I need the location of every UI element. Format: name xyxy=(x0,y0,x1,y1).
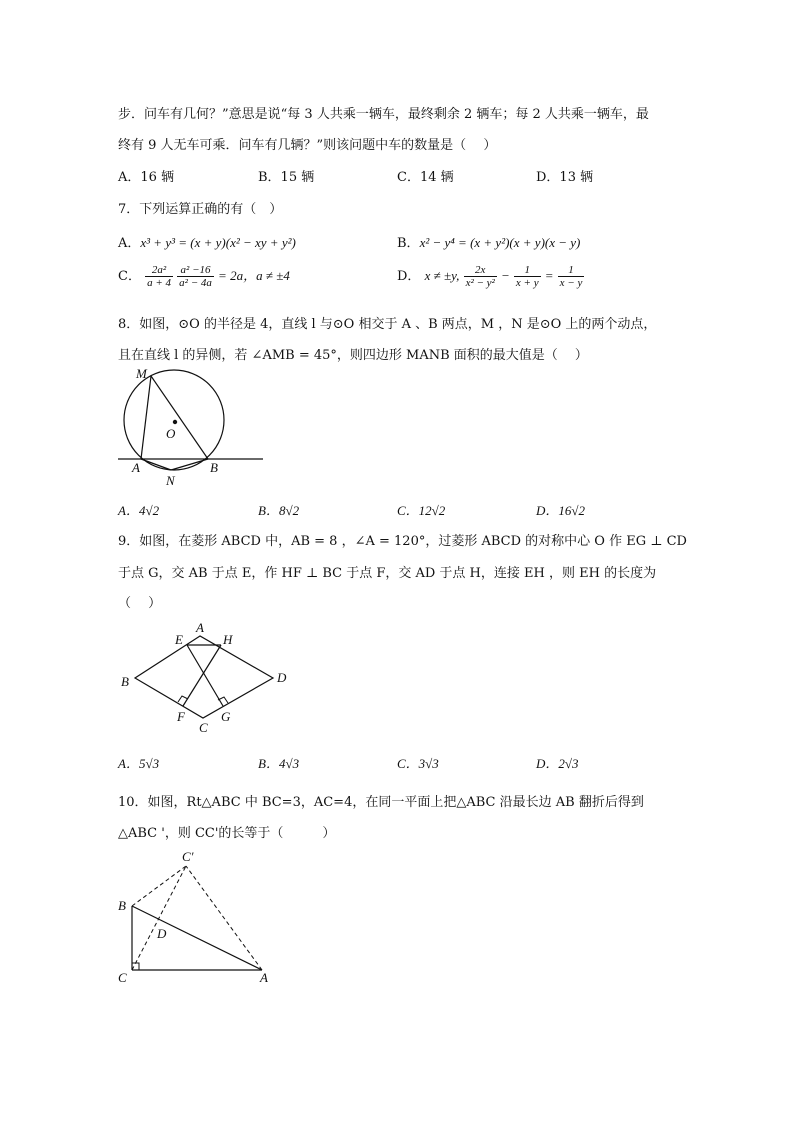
q7-d-fraction-2 xyxy=(514,264,541,289)
q8-label-b: B xyxy=(210,460,218,475)
q9-option-a: A．5√3 xyxy=(118,756,160,771)
q10-dashed-ac-prime xyxy=(186,866,262,970)
q9-line-2: 于点 G，交 AB 于点 E，作 HF ⊥ BC 于点 F，交 AD 于点 H，连接 EH ，则 EH 的长度为 xyxy=(118,566,657,581)
q10-label-c: C xyxy=(118,970,127,985)
q9-rhombus xyxy=(135,636,273,718)
q10-line-2: △ABC '，则 CC'的长等于（ ） xyxy=(118,826,336,841)
q7-option-b-label: B． xyxy=(397,236,420,251)
q10-line-1: 10．如图，Rt△ABC 中 BC=3，AC=4，在同一平面上把△ABC 沿最长边 AB 翻折后得到 xyxy=(118,795,644,810)
q7-option-b-expression: x² − y⁴ = (x + y²)(x + y)(x − y) xyxy=(419,235,581,250)
q9-label-g: G xyxy=(221,709,231,724)
q6-option-b: B．15 辆 xyxy=(258,170,315,185)
q7-d-den-2: x + y xyxy=(515,277,539,289)
q7-d-den-1: x² − y² xyxy=(465,277,495,289)
q7-c-den-1: a + 4 xyxy=(147,277,172,289)
q10-triangle-figure xyxy=(112,846,282,986)
q8-center-dot xyxy=(173,420,177,424)
q8-line-2: 且在直线 l 的异侧，若 ∠AMB = 45°，则四边形 MANB 面积的最大值是（ ） xyxy=(118,348,588,363)
q8-segment-an xyxy=(141,459,171,470)
q9-label-a: A xyxy=(196,620,204,635)
q7-option-c-label: C． xyxy=(118,269,141,284)
q9-label-e: E xyxy=(175,632,183,647)
q7-option-a-label: A． xyxy=(118,236,141,251)
q7-c-fraction-1 xyxy=(145,264,173,289)
q7-d-num-2: 1 xyxy=(514,264,541,277)
q9-label-h: H xyxy=(223,632,233,647)
q9-label-d: D xyxy=(277,670,287,685)
q9-option-d: D．2√3 xyxy=(536,756,579,771)
q7-option-d-label: D． xyxy=(397,269,421,284)
q7-d-equals: = xyxy=(544,268,554,283)
q7-option-a-expression: x³ + y³ = (x + y)(x² − xy + y²) xyxy=(140,235,296,250)
q7-c-den-2: a² − 4a xyxy=(179,277,212,289)
q7-d-den-3: x − y xyxy=(559,277,583,289)
q8-option-b: B．8√2 xyxy=(258,503,300,518)
q7-d-num-3: 1 xyxy=(558,264,585,277)
q6-option-d: D．13 辆 xyxy=(536,170,594,185)
q8-label-o: O xyxy=(166,426,176,441)
q7-stem: 7．下列运算正确的有（ ） xyxy=(118,202,283,217)
q10-dashed-cc-prime xyxy=(132,866,186,970)
q8-option-d: D．16√2 xyxy=(536,503,586,518)
q9-line-1: 9．如图，在菱形 ABCD 中，AB = 8 ，∠A = 120°，过菱形 ABCD 的对称中心 O 作 EG ⊥ CD xyxy=(118,534,687,549)
q10-dashed-bc-prime xyxy=(132,866,186,906)
q8-label-a: A xyxy=(132,460,140,475)
q7-c-num-1: 2a² xyxy=(145,264,173,277)
q7-option-d xyxy=(397,264,584,289)
q9-segment-hf xyxy=(183,645,221,706)
q7-d-fraction-1 xyxy=(464,264,497,289)
q8-circle-figure xyxy=(110,362,270,490)
q9-label-c: C xyxy=(199,720,208,735)
q9-label-b: B xyxy=(121,674,129,689)
q8-segment-nb xyxy=(171,459,208,470)
q7-d-fraction-3 xyxy=(558,264,585,289)
q7-d-minus: − xyxy=(501,268,510,283)
q8-segment-ma xyxy=(141,376,151,459)
q7-c-fraction-2 xyxy=(177,264,214,289)
q8-option-c: C．12√2 xyxy=(397,503,446,518)
q10-label-c-prime: C′ xyxy=(182,849,194,864)
q9-label-f: F xyxy=(177,709,185,724)
q8-segment-mb xyxy=(151,376,208,459)
q10-label-b: B xyxy=(118,898,126,913)
q8-circle xyxy=(124,370,224,470)
q9-option-c: C．3√3 xyxy=(397,756,439,771)
q10-label-a: A xyxy=(260,970,268,985)
q10-segment-ba xyxy=(132,906,262,970)
q7-option-a xyxy=(118,232,296,251)
q8-label-n: N xyxy=(166,473,175,488)
q8-line-1: 8．如图，⊙O 的半径是 4，直线 l 与⊙O 相交于 A 、B 两点，M ，N 是⊙O 上的两个动点， xyxy=(118,317,657,332)
q8-option-a: A．4√2 xyxy=(118,503,160,518)
q7-c-tail: = 2a，a ≠ ±4 xyxy=(218,268,290,283)
q7-option-b xyxy=(397,232,580,251)
q9-rhombus-figure xyxy=(115,618,295,738)
q7-c-num-2: a² −16 xyxy=(177,264,214,277)
q6-line-2: 终有 9 人无车可乘．问车有几辆？”则该问题中车的数量是（ ） xyxy=(118,138,497,153)
q9-line-3: （ ） xyxy=(118,596,162,611)
q6-line-1: 步．问车有几何？”意思是说“每 3 人共乘一辆车，最终剩余 2 辆车；每 2 人共乘一辆车，最 xyxy=(118,107,649,122)
q10-label-d: D xyxy=(157,926,167,941)
q7-d-head: x ≠ ±y, xyxy=(424,268,460,283)
q9-option-b: B．4√3 xyxy=(258,756,300,771)
q8-label-m: M xyxy=(136,366,147,381)
q6-option-a: A．16 辆 xyxy=(118,170,175,185)
q9-segment-eg xyxy=(187,645,223,706)
q7-option-c xyxy=(118,264,290,289)
q6-option-c: C．14 辆 xyxy=(397,170,454,185)
q7-d-num-1: 2x xyxy=(464,264,497,277)
